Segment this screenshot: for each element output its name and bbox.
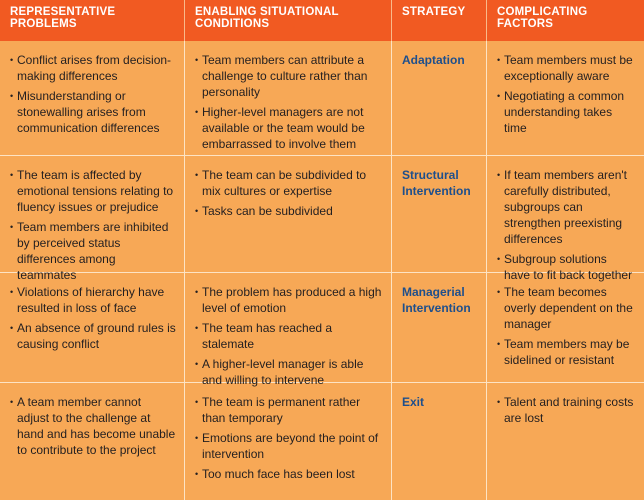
row-1-strategy-cell: [391, 41, 486, 156]
row-1-factors: [486, 41, 644, 156]
row-4-conditions: [184, 383, 391, 500]
row-2-strategy-cell: [391, 156, 486, 273]
row-3-conditions: [184, 273, 391, 387]
list-item: • Violations of hierarchy have resulted in loss of face: [10, 284, 176, 316]
header-representative-problems: REPRESENTATIVE PROBLEMS: [0, 0, 184, 41]
list-item: • An absence of ground rules is causing conflict: [10, 320, 176, 352]
list-item: • Subgroup solutions have to fit back together: [497, 251, 636, 283]
row-1-problems: [0, 41, 184, 156]
row-1-conditions: [184, 41, 391, 156]
row-4-factors: [486, 383, 644, 500]
list-item: • Team members can attribute a challenge to culture rather than personality: [195, 52, 383, 100]
header-enabling-conditions: ENABLING SITUATIONAL CONDITIONS: [184, 0, 391, 41]
list-item: • Talent and training costs are lost: [497, 394, 636, 426]
list-item: • Team members must be exceptionally aware: [497, 52, 636, 84]
row-4-strategy-cell: [391, 383, 486, 500]
list-item: • The team is affected by emotional tensions relating to fluency issues or prejudice: [10, 167, 176, 215]
strategy-label: Adaptation: [402, 53, 465, 67]
list-item: • The team has reached a stalemate: [195, 320, 383, 352]
list-item: • A higher-level manager is able and willing to intervene: [195, 356, 383, 388]
list-item: • Emotions are beyond the point of intervention: [195, 430, 383, 462]
list-item: • If team members aren't carefully distributed, subgroups can strengthen preexisting differences: [497, 167, 636, 247]
list-item: • The team becomes overly dependent on the manager: [497, 284, 636, 332]
list-item: • Higher-level managers are not available or the team would be embarrassed to involve them: [195, 104, 383, 152]
row-3-problems: [0, 273, 184, 383]
row-2-problems: [0, 156, 184, 282]
list-item: • The problem has produced a high level of emotion: [195, 284, 383, 316]
row-4-problems: [0, 383, 184, 500]
list-item: • Negotiating a common understanding takes time: [497, 88, 636, 136]
strategy-label: Managerial Intervention: [402, 285, 471, 315]
row-3-factors: [486, 273, 644, 383]
row-2-factors: [486, 156, 644, 282]
row-2-conditions: [184, 156, 391, 273]
list-item: • Misunderstanding or stonewalling arises from communication differences: [10, 88, 176, 136]
strategy-label: Exit: [402, 395, 425, 409]
list-item: • The team can be subdivided to mix cultures or expertise: [195, 167, 383, 199]
strategy-label: Structural Intervention: [402, 168, 471, 198]
list-item: • The team is permanent rather than temporary: [195, 394, 383, 426]
list-item: • Tasks can be subdivided: [195, 203, 383, 219]
list-item: • Team members may be sidelined or resistant: [497, 336, 636, 368]
row-3-strategy-cell: [391, 273, 486, 383]
list-item: • A team member cannot adjust to the challenge at hand and has become unable to contribute to the project: [10, 394, 176, 458]
list-item: • Too much face has been lost: [195, 466, 383, 482]
header-complicating-factors: COMPLICATING FACTORS: [486, 0, 644, 41]
list-item: • Conflict arises from decision-making differences: [10, 52, 176, 84]
list-item: • Team members are inhibited by perceived status differences among teammates: [10, 219, 176, 283]
header-strategy: STRATEGY: [391, 0, 486, 41]
